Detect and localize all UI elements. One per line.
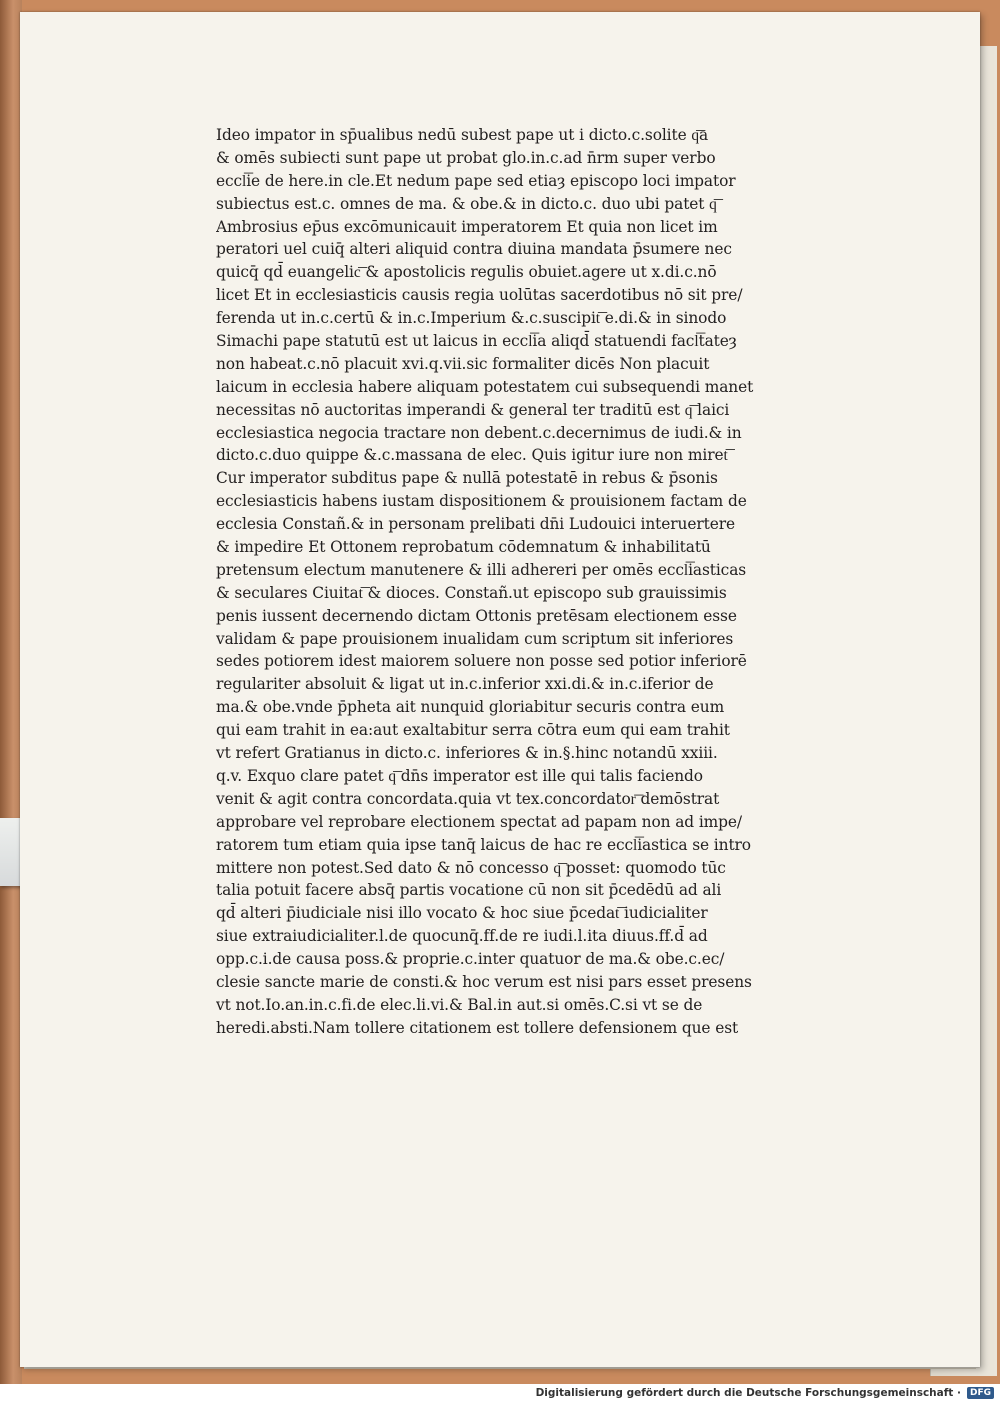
text-line: peratori uel cuiq̄ alteri aliquid contra diuina mandata p̄sumere nec (216, 240, 732, 259)
text-line: dicto.c.duo quippe &.c.massana de elec. Quis igitur iure non miret͞ (216, 446, 728, 465)
text-line: Ideo impator in sp̄ualibus nedū subest pape ut i dicto.c.solite q͞a (216, 126, 709, 144)
text-line: validam & pape prouisionem inualidam cum scriptum sit inferiores (216, 629, 734, 648)
text-line: penis iussent decernendo dictam Ottonis pretēsam electionem esse (216, 606, 737, 625)
text-line: q.v. Exquo clare patet q͞ dn̄s imperator est ille qui talis faciendo (216, 766, 703, 785)
dfg-logo: DFG (967, 1387, 994, 1399)
text-line: vt refert Gratianus in dicto.c. inferiores & in.§.hinc notandū xxiii. (216, 744, 718, 763)
text-line: mittere non potest.Sed dato & nō concesso q͞ posset: quomodo tūc (216, 858, 726, 877)
text-line: ratorem tum etiam quia ipse tanq̄ laicus de hac re eccl͞iastica se intro (216, 835, 751, 854)
book-binding (0, 0, 22, 1384)
text-line: quicq̄ qd̄ euangelic͞ & apostolicis regulis obuiet.agere ut x.di.c.nō (216, 263, 717, 282)
text-line: regulariter absoluit & ligat ut in.c.inferior xxi.di.& in.c.iferior de (216, 675, 714, 694)
text-line: pretensum electum manutenere & illi adhereri per omēs eccl͞iasticas (216, 560, 747, 579)
text-line: siue extraiudicialiter.l.de quocunq̄.ff.de re iudi.l.ita diuus.ff.d̄ ad (216, 927, 708, 946)
text-line: ma.& obe.vnde p̄pheta ait nunquid gloriabitur securis contra eum (216, 698, 725, 717)
text-line: ferenda ut in.c.certū & in.c.Imperium &.c.suscipit͞ e.di.& in sinodo (216, 309, 727, 328)
text-line: laicum in ecclesia habere aliquam potestatem cui subsequendi manet (216, 377, 754, 396)
credit-footer (536, 1384, 994, 1402)
text-line: heredi.absti.Nam tollere citationem est tollere defensionem que est (216, 1018, 739, 1037)
text-line: Cur imperator subditus pape & nullā potestatē in rebus & p̄sonis (216, 469, 718, 488)
text-line: venit & agit contra concordata.quia vt tex.concordator͞ demōstrat (216, 789, 720, 808)
page (20, 12, 980, 1367)
text-line: sedes potiorem idest maiorem soluere non posse sed potior inferiorē (216, 652, 747, 671)
text-line: eccl͞ie de here.in cle.Et nedum pape sed etiaȝ episcopo loci impator (216, 171, 736, 190)
text-line: approbare vel reprobare electionem spectat ad papam non ad impe/ (216, 812, 743, 831)
text-line: non habeat.c.nō placuit xvi.q.vii.sic formaliter dicēs Non placuit (216, 354, 710, 373)
text-line: qd̄ alteri p̄iudiciale nisi illo vocato & hoc siue p̄cedat͞ iudicialiter (216, 904, 708, 923)
text-line: Simachi pape statutū est ut laicus in eccl͞ia aliqd̄ statuendi facl͞tateȝ (216, 332, 737, 351)
text-line: clesie sancte marie de consti.& hoc verum est nisi pars esset presens (216, 972, 752, 991)
text-line: vt not.Io.an.in.c.fi.de elec.li.vi.& Bal.in aut.si omēs.C.si vt se de (216, 995, 703, 1014)
text-line: ecclesiasticis habens iustam dispositionem & prouisionem factam de (216, 492, 747, 511)
text-line: necessitas nō auctoritas imperandi & general ter traditū est q͞ laici (216, 400, 730, 419)
text-line: talia potuit facere absq̄ partis vocatione cū non sit p̄cedēdū ad ali (216, 881, 722, 900)
text-line: licet Et in ecclesiasticis causis regia uolūtas sacerdotibus nō sit pre/ (216, 286, 743, 305)
credit-text: Digitalisierung gefördert durch die Deutsche Forschungsgemeinschaft · (535, 1387, 961, 1399)
text-line: qui eam trahit in ea:aut exaltabitur serra cōtra eum qui eam trahit (216, 721, 730, 740)
text-line: & omēs subiecti sunt pape ut probat glo.in.c.ad n̄rm super verbo (216, 148, 716, 167)
text-line: & impedire Et Ottonem reprobatum cōdemnatum & inhabilitatū (216, 538, 711, 557)
text-line: ecclesiastica negocia tractare non debent.c.decernimus de iudi.& in (216, 423, 742, 442)
text-line: Ambrosius ep̄us excōmunicauit imperatorem Et quia non licet im (216, 217, 718, 236)
text-line: ecclesia Constañ.& in personam prelibati dn̄i Ludouici interuertere (216, 515, 735, 534)
text-line: opp.c.i.de causa poss.& proprie.c.inter quatuor de ma.& obe.c.ec/ (216, 950, 725, 969)
text-line: subiectus est.c. omnes de ma. & obe.& in dicto.c. duo ubi patet q͞ (216, 194, 717, 213)
text-line: & seculares Ciuitat͞ & dioces. Constañ.ut episcopo sub grauissimis (216, 583, 727, 602)
text-block (216, 124, 856, 1040)
